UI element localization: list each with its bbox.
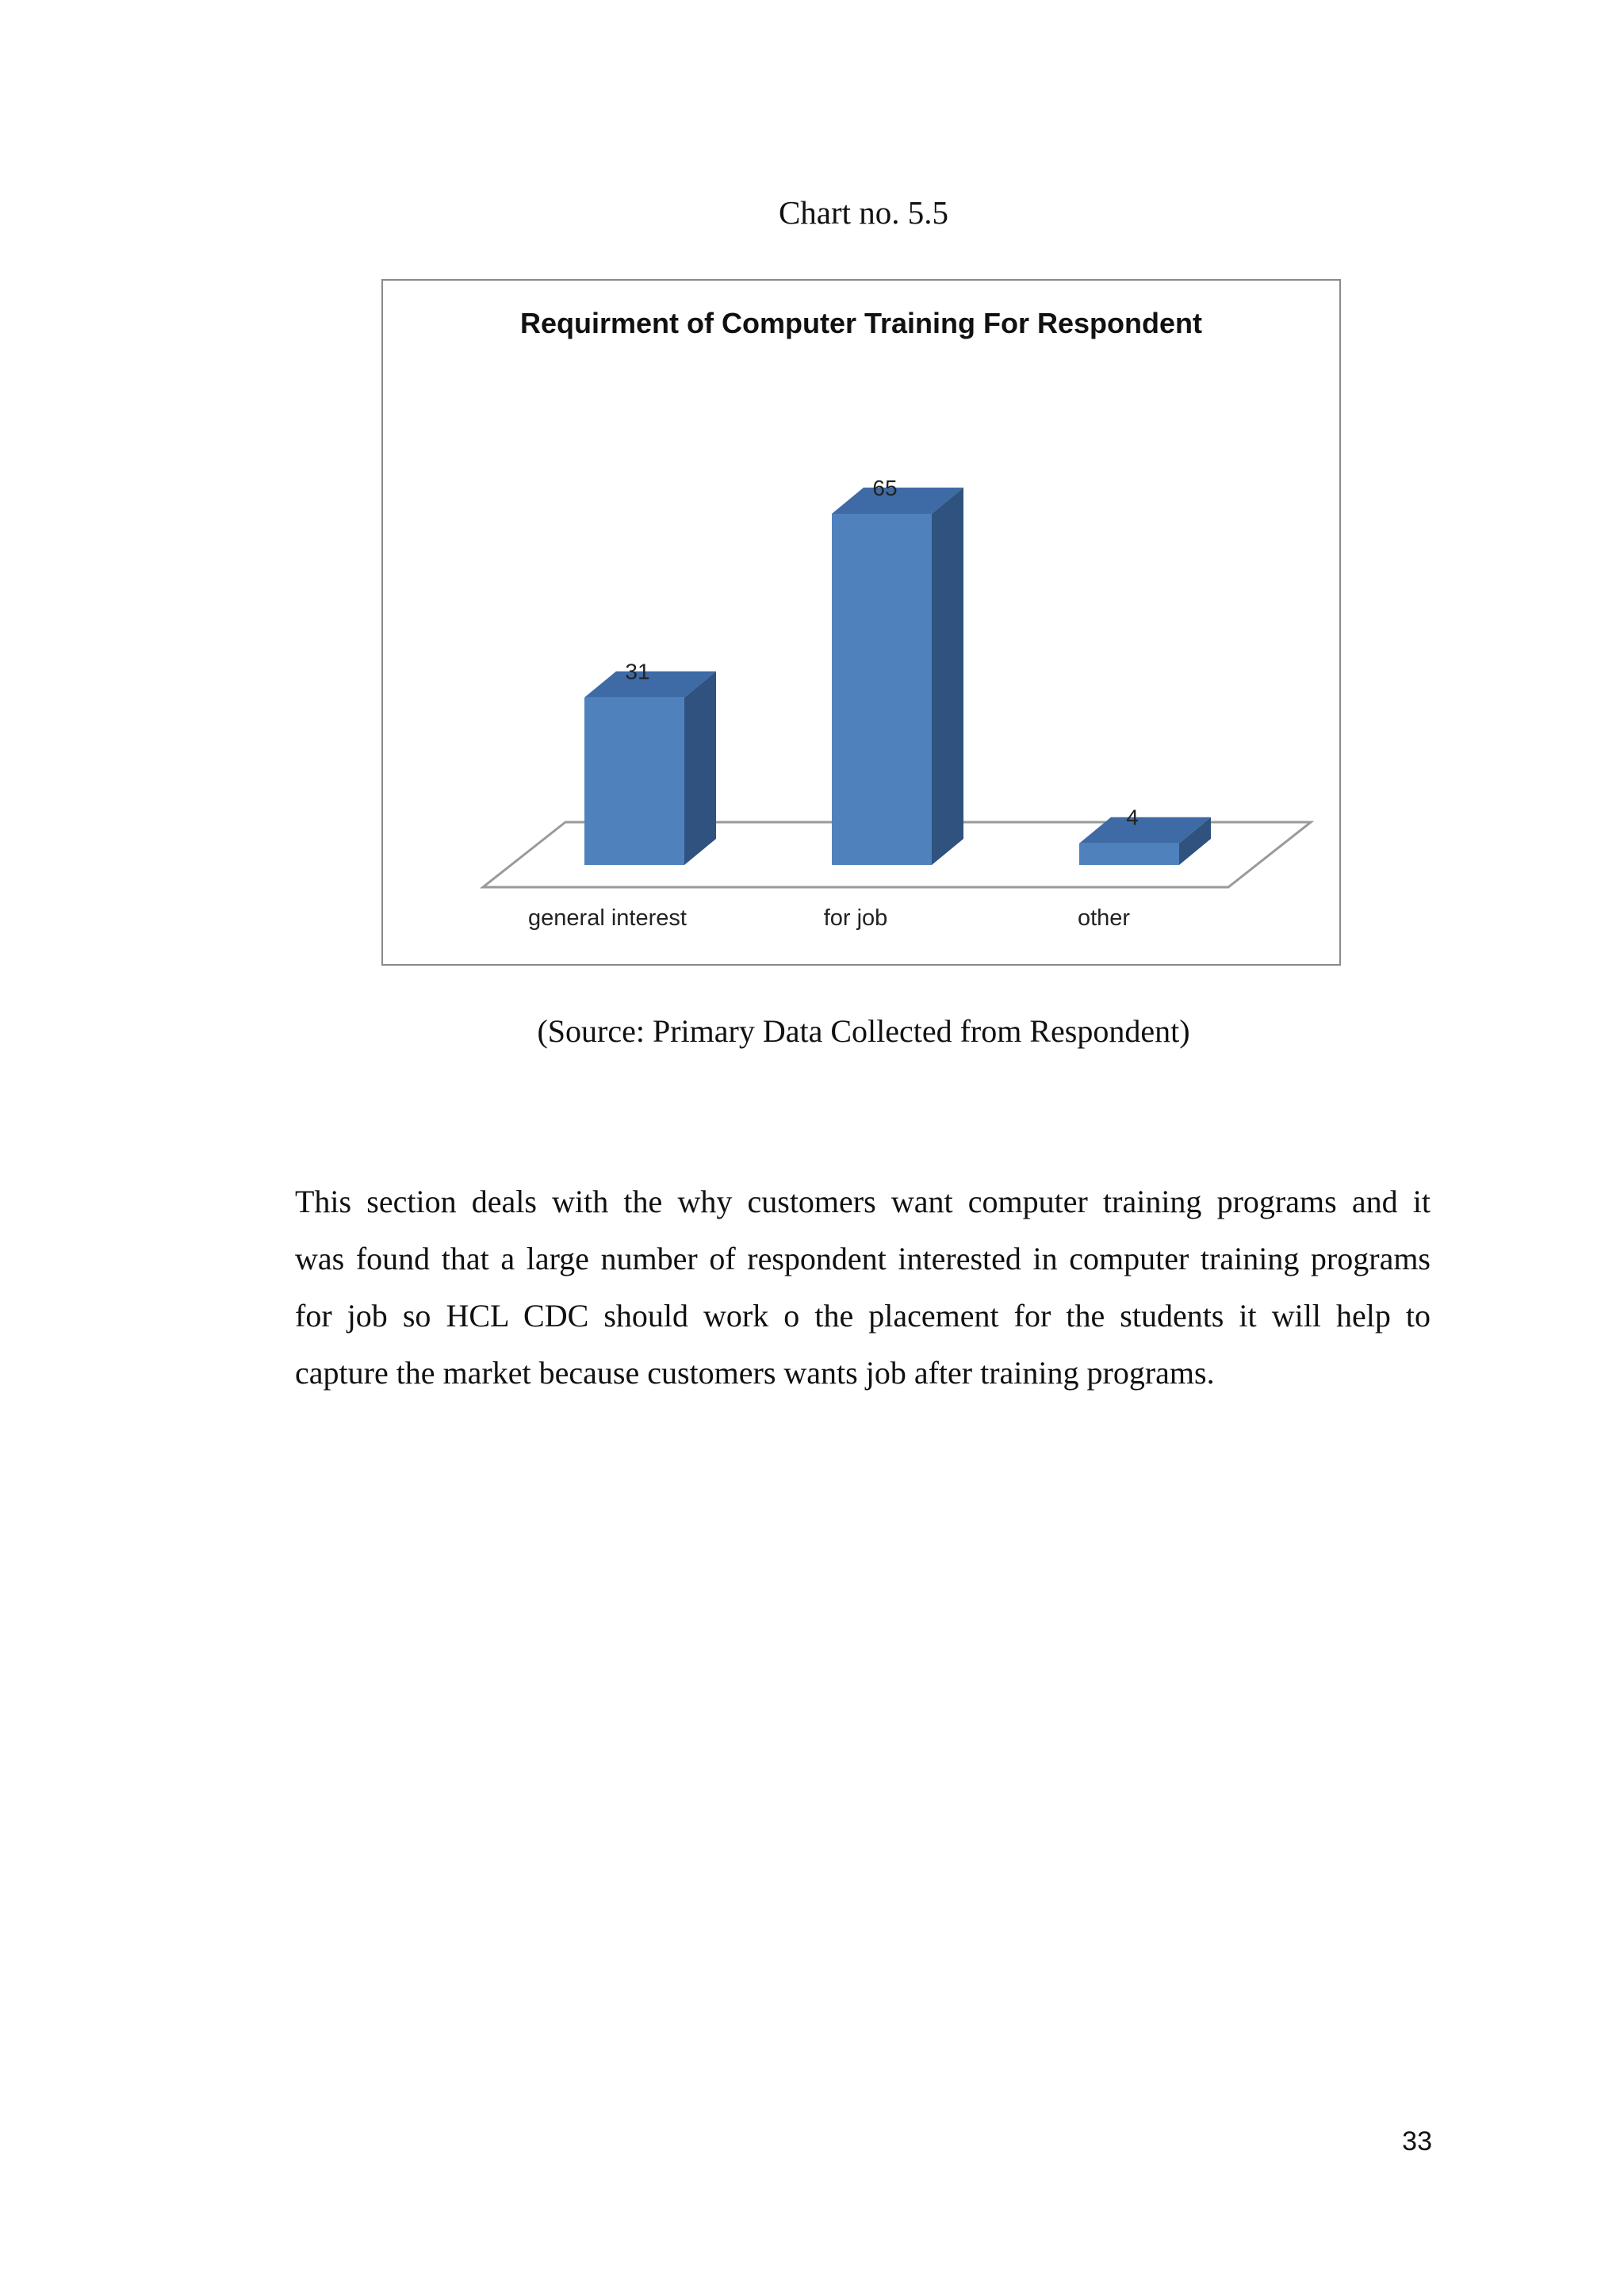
bar-3 [1079,844,1179,865]
bar-side-1 [684,672,716,865]
paragraph-line: This section deals with the why customers want computer training programs and it [295,1184,1431,1219]
chart-container [381,279,1341,966]
paragraph-line: capture the market because customers wants job after training programs. [295,1355,1215,1391]
paragraph-line: for job so HCL CDC should work o the placement for the students it will help to [295,1298,1431,1334]
data-label: 4 [1126,805,1139,830]
bar-side-2 [932,488,963,865]
chart-caption: Chart no. 5.5 [778,194,949,231]
category-label: for job [823,905,888,931]
data-label: 31 [625,659,650,684]
data-label: 65 [872,476,898,500]
bar-chart [383,281,1339,964]
bar-2 [832,514,932,865]
body-paragraph [295,1173,1431,1402]
category-label: general interest [528,905,687,931]
source-note: (Source: Primary Data Collected from Respondent) [537,1013,1190,1049]
category-label: other [1077,905,1131,931]
paragraph-line: was found that a large number of respondent interested in computer training programs [295,1241,1431,1276]
bar-1 [584,698,684,865]
chart-title: Requirment of Computer Training For Respondent [519,307,1203,339]
page-number: 33 [1402,2126,1432,2156]
